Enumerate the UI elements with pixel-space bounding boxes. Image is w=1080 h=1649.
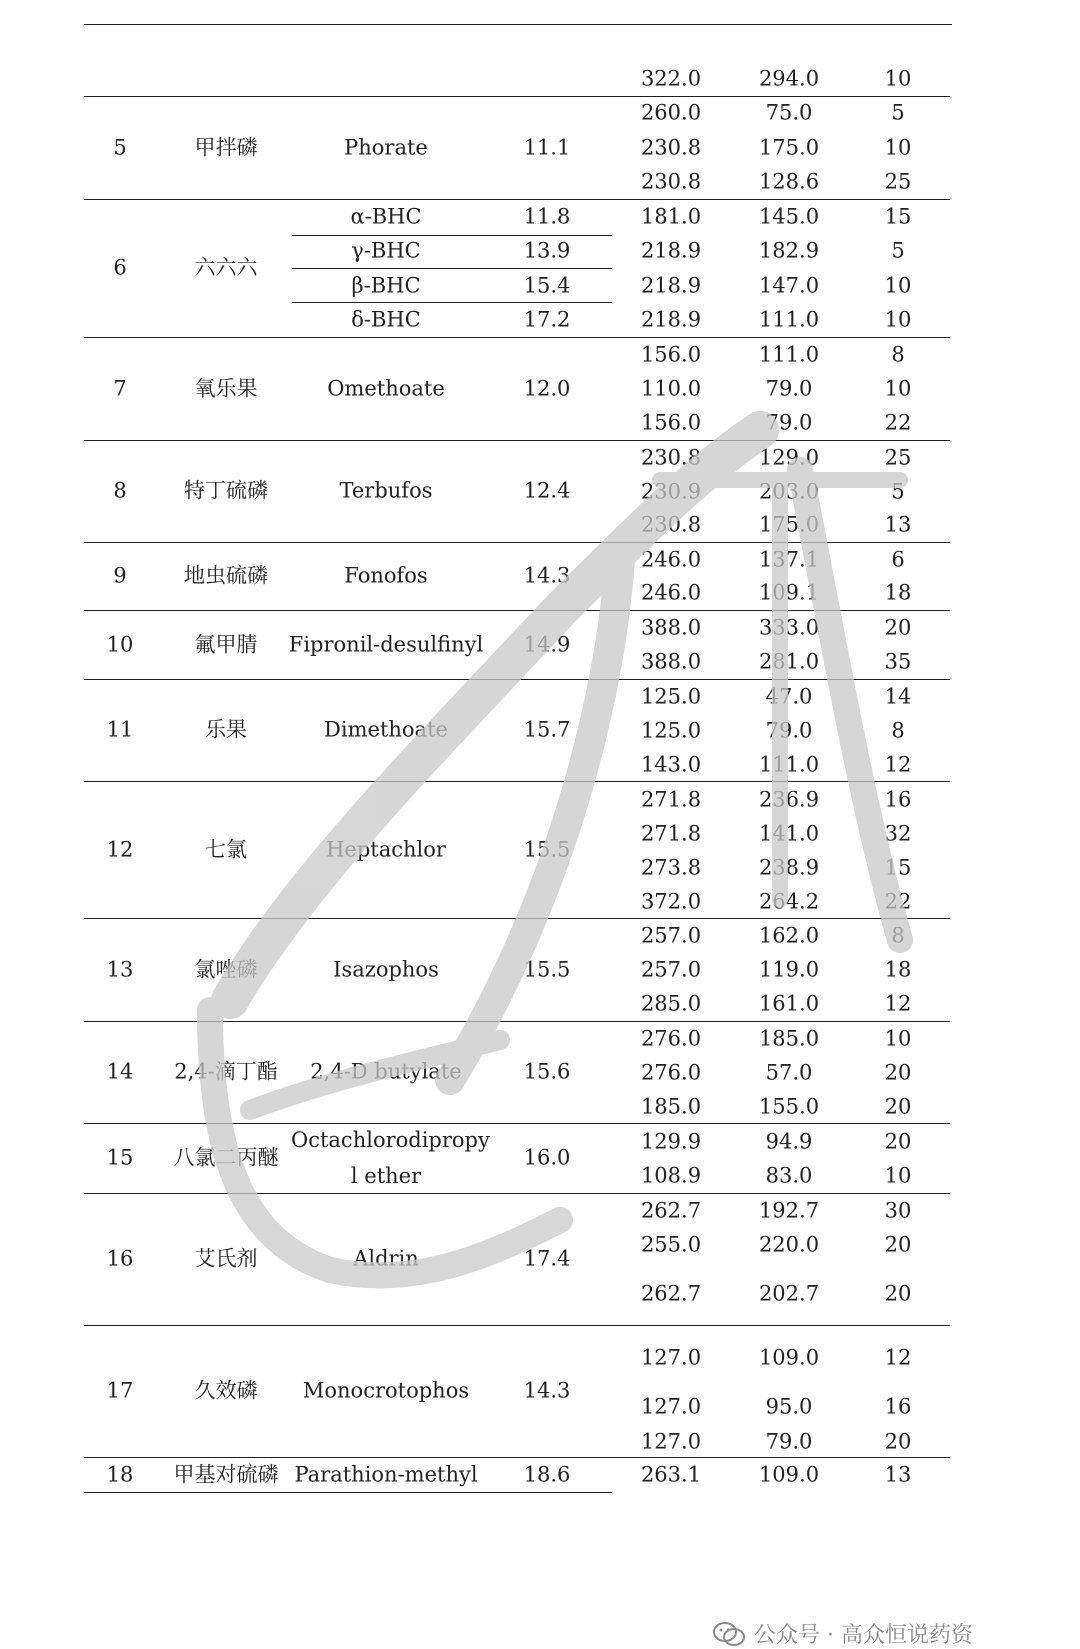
cell-english-name: Dimethoate: [324, 717, 448, 742]
cell-collision-energy: 8: [891, 718, 905, 743]
sub-row-rule: [292, 268, 612, 269]
cell-chinese-name: 氯唑磷: [194, 957, 258, 981]
cell-english-name: α-BHC: [350, 204, 422, 229]
cell-product-ion: 294.0: [758, 66, 820, 91]
cell-number: 18: [106, 1462, 134, 1486]
cell-product-ion: 119.0: [758, 957, 820, 982]
cell-retention-time: 16.0: [523, 1145, 571, 1170]
cell-precursor-ion: 127.0: [640, 1394, 702, 1419]
cell-product-ion: 95.0: [765, 1394, 813, 1419]
cell-number: 7: [113, 376, 127, 400]
cell-precursor-ion: 285.0: [640, 991, 702, 1016]
cell-product-ion: 238.9: [758, 855, 820, 880]
cell-collision-energy: 30: [884, 1198, 912, 1223]
cell-chinese-name: 八氯二丙醚: [173, 1145, 279, 1170]
cell-product-ion: 185.0: [758, 1026, 820, 1051]
cell-collision-energy: 10: [884, 1163, 912, 1188]
cell-chinese-name: 特丁硫磷: [184, 478, 268, 503]
cell-precursor-ion: 263.1: [640, 1462, 702, 1487]
cell-product-ion: 79.0: [765, 376, 813, 401]
row-rule: [84, 610, 950, 611]
row-rule: [84, 781, 950, 782]
cell-product-ion: 79.0: [765, 1429, 813, 1454]
cell-product-ion: 109.0: [758, 1462, 820, 1487]
cell-product-ion: 155.0: [758, 1094, 820, 1119]
cell-precursor-ion: 271.8: [640, 787, 702, 812]
cell-product-ion: 109.1: [758, 580, 820, 605]
cell-retention-time: 11.1: [523, 135, 571, 159]
sub-row-rule: [292, 302, 612, 303]
cell-precursor-ion: 143.0: [640, 752, 702, 777]
row-rule: [84, 542, 950, 543]
cell-precursor-ion: 218.9: [640, 273, 702, 298]
cell-chinese-name: 甲基对硫磷: [173, 1462, 279, 1486]
cell-product-ion: 182.9: [758, 238, 820, 263]
cell-product-ion: 162.0: [758, 923, 820, 948]
cell-precursor-ion: 230.9: [640, 479, 702, 504]
cell-retention-time: 15.4: [523, 273, 571, 298]
cell-retention-time: 14.3: [523, 1378, 571, 1403]
cell-product-ion: 175.0: [758, 135, 820, 160]
cell-product-ion: 109.0: [758, 1345, 820, 1370]
cell-chinese-name: 艾氏剂: [194, 1246, 258, 1271]
cell-collision-energy: 16: [884, 1394, 912, 1419]
cell-collision-energy: 18: [884, 580, 912, 605]
cell-collision-energy: 16: [884, 787, 912, 812]
cell-precursor-ion: 129.9: [640, 1129, 702, 1154]
cell-product-ion: 202.7: [758, 1281, 820, 1306]
cell-precursor-ion: 388.0: [640, 615, 702, 640]
cell-number: 11: [106, 717, 134, 742]
cell-product-ion: 47.0: [765, 684, 813, 709]
cell-english-name: Fonofos: [344, 563, 428, 588]
cell-product-ion: 175.0: [758, 512, 820, 537]
cell-chinese-name: 甲拌磷: [194, 135, 258, 159]
cell-product-ion: 111.0: [758, 342, 820, 367]
cell-product-ion: 147.0: [758, 273, 820, 298]
cell-english-name: Monocrotophos: [302, 1378, 470, 1403]
cell-collision-energy: 15: [884, 855, 912, 880]
row-rule: [84, 96, 950, 97]
cell-precursor-ion: 108.9: [640, 1163, 702, 1188]
cell-collision-energy: 18: [884, 957, 912, 982]
cell-english-name: Heptachlor: [326, 837, 446, 861]
cell-collision-energy: 13: [884, 1462, 912, 1487]
cell-product-ion: 281.0: [758, 649, 820, 674]
cell-number: 12: [106, 837, 134, 861]
cell-product-ion: 79.0: [765, 718, 813, 743]
cell-precursor-ion: 260.0: [640, 100, 702, 125]
cell-collision-energy: 10: [884, 273, 912, 298]
cell-precursor-ion: 388.0: [640, 649, 702, 674]
cell-precursor-ion: 273.8: [640, 855, 702, 880]
cell-chinese-name: 地虫硫磷: [184, 563, 268, 588]
cell-english-name: Fipronil-desulfinyl: [288, 632, 484, 656]
cell-precursor-ion: 156.0: [640, 342, 702, 367]
row-rule: [84, 1193, 950, 1194]
cell-precursor-ion: 262.7: [640, 1198, 702, 1223]
cell-collision-energy: 22: [884, 410, 912, 435]
row-rule: [84, 199, 950, 200]
cell-precursor-ion: 125.0: [640, 684, 702, 709]
cell-precursor-ion: 125.0: [640, 718, 702, 743]
cell-chinese-name: 2,4-滴丁酯: [174, 1059, 278, 1084]
cell-precursor-ion: 271.8: [640, 821, 702, 846]
cell-precursor-ion: 230.8: [640, 135, 702, 160]
cell-english-name: Octachlorodipropy l ether: [291, 1128, 490, 1188]
cell-collision-energy: 8: [891, 923, 905, 948]
cell-product-ion: 75.0: [765, 100, 813, 125]
cell-collision-energy: 5: [891, 238, 905, 263]
cell-chinese-name: 氧乐果: [194, 376, 258, 400]
cell-precursor-ion: 276.0: [640, 1026, 702, 1051]
cell-retention-time: 17.2: [523, 307, 571, 332]
footer-text: 公众号 · 高众恒说药资: [754, 1623, 973, 1648]
cell-collision-energy: 20: [884, 1281, 912, 1306]
cell-retention-time: 13.9: [523, 238, 571, 263]
cell-precursor-ion: 257.0: [640, 957, 702, 982]
cell-chinese-name: 久效磷: [194, 1378, 258, 1403]
cell-collision-energy: 20: [884, 1094, 912, 1119]
row-rule: [84, 1457, 950, 1458]
cell-collision-energy: 14: [884, 684, 912, 709]
cell-retention-time: 12.4: [523, 478, 571, 503]
cell-english-name: Terbufos: [339, 478, 433, 503]
row-rule: [84, 1021, 950, 1022]
cell-retention-time: 18.6: [523, 1462, 571, 1486]
cell-collision-energy: 22: [884, 889, 912, 914]
footer-watermark: [712, 1618, 973, 1649]
cell-product-ion: 203.0: [758, 479, 820, 504]
cell-product-ion: 111.0: [758, 307, 820, 332]
cell-collision-energy: 8: [891, 342, 905, 367]
cell-precursor-ion: 246.0: [640, 580, 702, 605]
cell-number: 16: [106, 1246, 134, 1271]
cell-product-ion: 333.0: [758, 615, 820, 640]
cell-precursor-ion: 230.8: [640, 169, 702, 194]
row-rule: [84, 1123, 950, 1124]
cell-precursor-ion: 110.0: [640, 376, 702, 401]
cell-number: 8: [113, 478, 127, 503]
cell-precursor-ion: 255.0: [640, 1232, 702, 1257]
cell-collision-energy: 13: [884, 512, 912, 537]
cell-collision-energy: 10: [884, 66, 912, 91]
cell-english-name: δ-BHC: [351, 307, 421, 332]
cell-collision-energy: 5: [891, 479, 905, 504]
cell-product-ion: 220.0: [758, 1232, 820, 1257]
cell-product-ion: 137.1: [758, 547, 820, 572]
cell-precursor-ion: 322.0: [640, 66, 702, 91]
cell-product-ion: 57.0: [765, 1060, 813, 1085]
cell-product-ion: 79.0: [765, 410, 813, 435]
cell-precursor-ion: 127.0: [640, 1429, 702, 1454]
cell-collision-energy: 10: [884, 1026, 912, 1051]
cell-collision-energy: 12: [884, 1345, 912, 1370]
cell-retention-time: 15.6: [523, 1059, 571, 1084]
row-rule: [84, 1325, 950, 1326]
cell-collision-energy: 32: [884, 821, 912, 846]
cell-collision-energy: 25: [884, 445, 912, 470]
cell-product-ion: 161.0: [758, 991, 820, 1016]
cell-retention-time: 15.5: [523, 957, 571, 981]
cell-product-ion: 192.7: [758, 1198, 820, 1223]
cell-retention-time: 14.3: [523, 563, 571, 588]
cell-precursor-ion: 218.9: [640, 238, 702, 263]
cell-retention-time: 14.9: [523, 632, 571, 656]
wechat-icon: [712, 1621, 746, 1647]
cell-collision-energy: 10: [884, 376, 912, 401]
cell-precursor-ion: 246.0: [640, 547, 702, 572]
cell-number: 17: [106, 1378, 134, 1403]
cell-english-name: Omethoate: [327, 376, 445, 400]
row-rule: [84, 918, 950, 919]
cell-collision-energy: 10: [884, 307, 912, 332]
cell-precursor-ion: 127.0: [640, 1345, 702, 1370]
cell-product-ion: 94.9: [765, 1129, 813, 1154]
row-rule-left: [84, 1492, 612, 1493]
cell-precursor-ion: 372.0: [640, 889, 702, 914]
cell-precursor-ion: 185.0: [640, 1094, 702, 1119]
cell-product-ion: 145.0: [758, 204, 820, 229]
cell-english-name: Aldrin: [353, 1246, 419, 1271]
cell-chinese-name: 六六六: [194, 255, 258, 280]
cell-collision-energy: 20: [884, 1060, 912, 1085]
cell-collision-energy: 20: [884, 1429, 912, 1454]
cell-english-name: γ-BHC: [351, 238, 421, 263]
cell-collision-energy: 20: [884, 1232, 912, 1257]
cell-product-ion: 141.0: [758, 821, 820, 846]
cell-number: 13: [106, 957, 134, 981]
cell-number: 5: [113, 135, 127, 159]
cell-collision-energy: 20: [884, 1129, 912, 1154]
cell-precursor-ion: 257.0: [640, 923, 702, 948]
cell-precursor-ion: 156.0: [640, 410, 702, 435]
cell-collision-energy: 20: [884, 615, 912, 640]
cell-chinese-name: 乐果: [205, 717, 247, 742]
cell-product-ion: 129.0: [758, 445, 820, 470]
cell-number: 15: [106, 1145, 134, 1170]
cell-collision-energy: 10: [884, 135, 912, 160]
cell-english-name: 2,4-D butylate: [310, 1059, 462, 1084]
cell-collision-energy: 12: [884, 752, 912, 777]
cell-english-name: Isazophos: [333, 957, 439, 981]
cell-precursor-ion: 181.0: [640, 204, 702, 229]
cell-number: 10: [106, 632, 134, 656]
cell-collision-energy: 5: [891, 100, 905, 125]
cell-retention-time: 17.4: [523, 1246, 571, 1271]
cell-number: 9: [113, 563, 127, 588]
row-rule: [84, 440, 950, 441]
cell-number: 14: [106, 1059, 134, 1084]
sub-row-rule: [292, 235, 612, 236]
cell-english-name: Phorate: [344, 135, 428, 159]
cell-product-ion: 236.9: [758, 787, 820, 812]
cell-precursor-ion: 218.9: [640, 307, 702, 332]
cell-retention-time: 15.7: [523, 717, 571, 742]
cell-number: 6: [113, 255, 127, 280]
cell-retention-time: 11.8: [523, 204, 571, 229]
cell-product-ion: 111.0: [758, 752, 820, 777]
cell-precursor-ion: 230.8: [640, 445, 702, 470]
cell-precursor-ion: 276.0: [640, 1060, 702, 1085]
cell-precursor-ion: 262.7: [640, 1281, 702, 1306]
cell-product-ion: 128.6: [758, 169, 820, 194]
table-top-rule: [84, 24, 952, 25]
cell-english-name: β-BHC: [351, 273, 421, 298]
cell-retention-time: 12.0: [523, 376, 571, 400]
cell-chinese-name: 氟甲腈: [194, 632, 258, 656]
cell-product-ion: 83.0: [765, 1163, 813, 1188]
cell-english-name: Parathion-methyl: [294, 1462, 478, 1486]
cell-product-ion: 264.2: [758, 889, 820, 914]
cell-collision-energy: 12: [884, 991, 912, 1016]
cell-collision-energy: 35: [884, 649, 912, 674]
cell-collision-energy: 6: [891, 547, 905, 572]
cell-collision-energy: 25: [884, 169, 912, 194]
row-rule: [84, 337, 950, 338]
cell-precursor-ion: 230.8: [640, 512, 702, 537]
row-rule: [84, 679, 950, 680]
cell-retention-time: 15.5: [523, 837, 571, 861]
cell-chinese-name: 七氯: [205, 837, 247, 861]
cell-collision-energy: 15: [884, 204, 912, 229]
